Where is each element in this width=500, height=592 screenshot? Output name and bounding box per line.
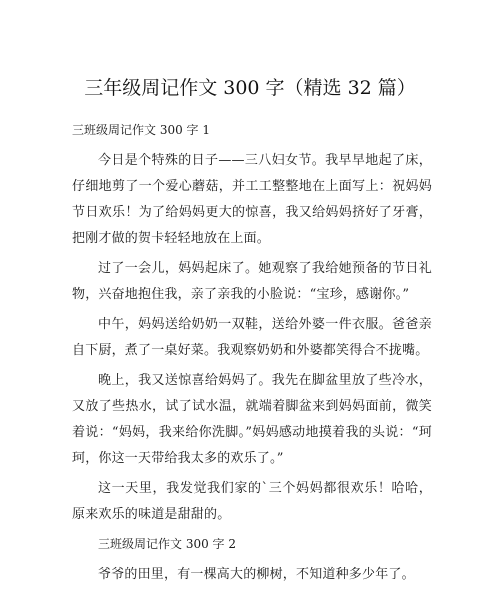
section-heading-1: 三班级周记作文 300 字 1 (72, 123, 210, 137)
paragraph: 中午，妈妈送给奶奶一双鞋，送给外婆一件衣服。爸爸亲自下厨，煮了一桌好菜。我观察奶奶和外婆都笑得合不拢嘴。 (72, 317, 432, 358)
document-body (72, 120, 432, 592)
paragraph: 这一天里，我发觉我们家的`三个妈妈都很欢乐！哈哈，原来欢乐的味道是甜甜的。 (72, 481, 432, 522)
section-heading-2: 三班级周记作文 300 字 2 (98, 537, 236, 551)
paragraph: 晚上，我又送惊喜给妈妈了。我先在脚盆里放了些冷水，又放了些热水，试了试水温，就端着脚盆来到妈妈面前，微笑着说：“妈妈，我来给你洗脚。”妈妈感动地摸着我的头说：“珂珂，你这一天带给我太多的欢乐了。” (72, 373, 432, 466)
paragraph: 今日是个特殊的日子——三八妇女节。我早早地起了床，仔细地剪了一个爱心蘑菇，并工工整整地在上面写上：祝妈妈节日欢乐！为了给妈妈更大的惊喜，我又给妈妈挤好了牙膏，把刚才做的贺卡轻轻地放在上面。 (72, 153, 432, 246)
document-title: 三年级周记作文 300 字（精选 32 篇） (84, 77, 416, 99)
paragraph: 爷爷的田里，有一棵高大的柳树，不知道种多少年了。 (98, 567, 415, 582)
paragraph: 过了一会儿，妈妈起床了。她观察了我给她预备的节日礼物，兴奋地抱住我，亲了亲我的小脸说：“宝珍，感谢你。” (72, 261, 432, 302)
